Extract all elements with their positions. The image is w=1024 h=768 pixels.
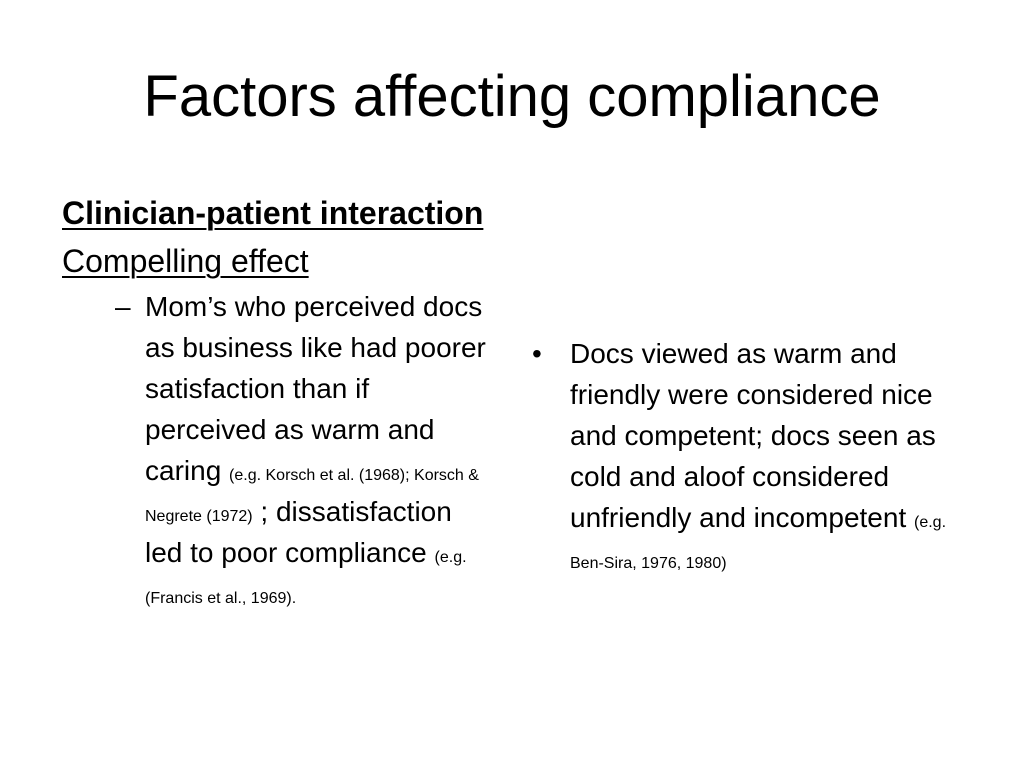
sub-bullet-text-part-2: ; dissatisfaction led to poor compliance bbox=[145, 496, 452, 568]
sub-bullet-text-part-1: Mom’s who perceived docs as business like had poorer satisfaction than if perceived as warm and caring bbox=[145, 291, 486, 486]
slide-title: Factors affecting compliance bbox=[143, 64, 881, 129]
sub-bullet-item bbox=[62, 286, 502, 614]
right-bullet-text-main: Docs viewed as warm and friendly were considered nice and competent; docs seen as cold and aloof considered unfriendly and incompetent bbox=[570, 338, 936, 533]
citation-korsch: (e.g. Korsch et al. (1968); Korsch & Negrete (1972) bbox=[145, 467, 479, 525]
section-heading-bold: Clinician-patient interaction bbox=[62, 195, 484, 231]
left-column bbox=[62, 189, 502, 614]
bullet-icon: • bbox=[532, 338, 542, 369]
sub-bullet-text bbox=[145, 286, 495, 614]
dash-bullet-icon: – bbox=[115, 291, 131, 322]
citation-francis: (e.g. (Francis et al., 1969). bbox=[145, 549, 467, 607]
right-bullet-text bbox=[570, 333, 970, 579]
section-heading-subtitle: Compelling effect bbox=[62, 243, 309, 279]
citation-ben-sira: (e.g. Ben-Sira, 1976, 1980) bbox=[570, 514, 947, 572]
right-column-bullet bbox=[532, 333, 972, 579]
section-heading bbox=[62, 189, 502, 285]
